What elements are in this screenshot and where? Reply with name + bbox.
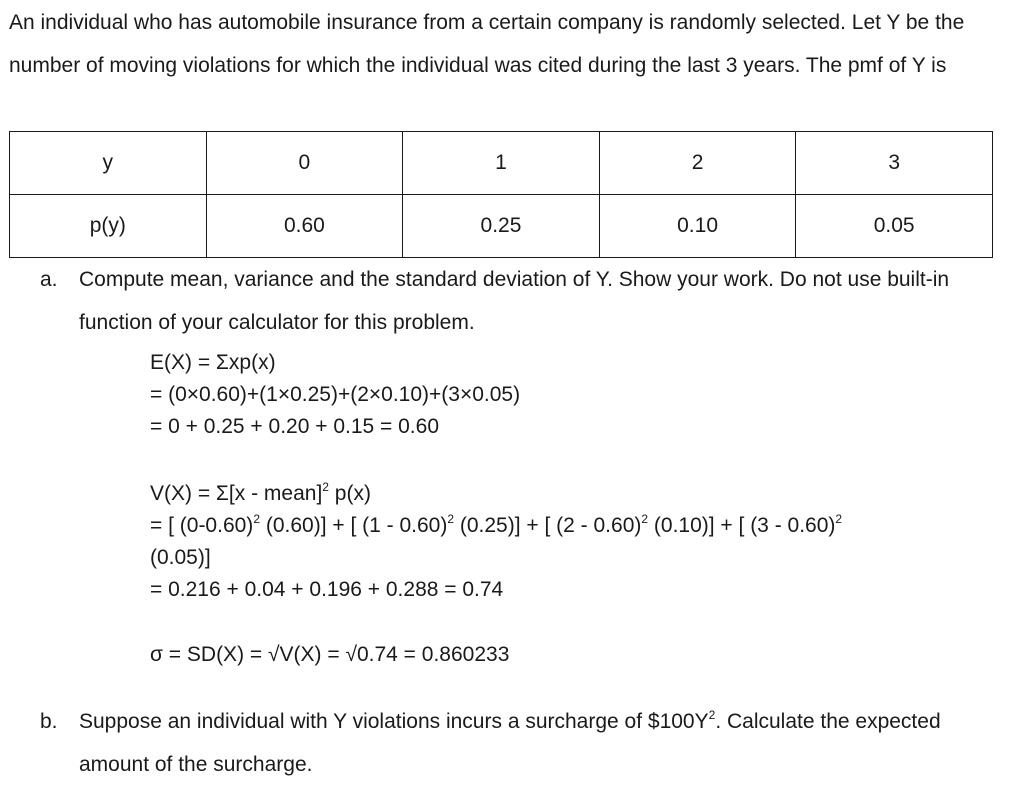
table-cell-p3: 0.05	[796, 195, 993, 258]
question-b-letter: b.	[40, 710, 58, 733]
sd-line: σ = SD(X) = √V(X) = √0.74 = 0.860233	[150, 643, 510, 666]
variance-line-3: = 0.216 + 0.04 + 0.196 + 0.288 = 0.74	[150, 578, 504, 601]
mean-line-1: E(X) = Σxp(x)	[150, 351, 276, 374]
exponent: 2	[322, 480, 329, 494]
question-a	[40, 258, 1000, 344]
question-a-text: Compute mean, variance and the standard deviation of Y. Show your work. Do not use built-in function of your calculator for this problem.	[79, 268, 950, 334]
variance-line-1: V(X) = Σ[x - mean]$^2$ p(x)	[150, 480, 371, 505]
table-cell-y1: 1	[403, 132, 600, 195]
table-cell-y3: 3	[796, 132, 993, 195]
mean-line-2: = (0×0.60)+(1×0.25)+(2×0.10)+(3×0.05)	[150, 383, 521, 406]
table-cell-p0: 0.60	[206, 195, 403, 258]
table-row-py	[10, 195, 993, 258]
table-row-y	[10, 132, 993, 195]
mean-line-3: = 0 + 0.25 + 0.20 + 0.15 = 0.60	[150, 415, 439, 438]
question-b-text: Suppose an individual with Y violations incurs a surcharge of $\$100Y^2$. Calculate the expected amount of the surcharge.	[79, 708, 941, 776]
table-header-py: p(y)	[10, 195, 207, 258]
variance-work	[150, 478, 980, 606]
table-cell-y2: 2	[599, 132, 796, 195]
pmf-table	[9, 131, 993, 258]
problem-intro: An individual who has automobile insurance from a certain company is randomly selected. Let Y be the number of moving violations for which the individual was cited during the last 3 years. The pmf of Y is	[9, 11, 965, 77]
question-b	[40, 700, 1000, 786]
table-cell-y0: 0	[206, 132, 403, 195]
exponent: 2	[708, 708, 716, 722]
table-cell-p2: 0.10	[599, 195, 796, 258]
table-cell-p1: 0.25	[403, 195, 600, 258]
question-a-letter: a.	[40, 268, 58, 291]
variance-line-2: = [ $(0-0.60)^2$ (0.60)] + [ (1 - 0.60)$^2$ (0.25)] + [ (2 - 0.60)$^2$ (0.10)] + [ (3 - 0.60)$^2$ (0.05)]	[150, 512, 843, 569]
mean-work	[150, 347, 520, 443]
table-header-y: y	[10, 132, 207, 195]
sd-work	[150, 639, 509, 671]
